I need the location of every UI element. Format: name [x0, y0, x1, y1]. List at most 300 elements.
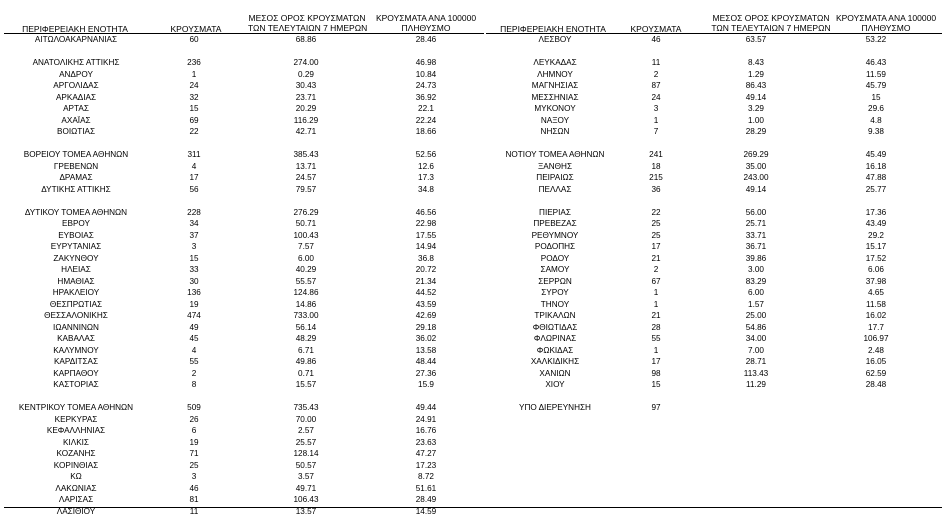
region-name-cell: ΝΑΞΟΥ	[488, 115, 622, 127]
per100k-cell: 22.24	[386, 115, 466, 127]
table-row	[0, 299, 486, 311]
avg7-cell: 33.71	[716, 230, 796, 242]
region-name-cell: ΚΟΡΙΝΘΙΑΣ	[10, 460, 142, 472]
avg7-cell: 116.29	[266, 115, 346, 127]
per100k-cell: 52.56	[386, 149, 466, 161]
per100k-cell: 28.48	[836, 379, 916, 391]
avg7-cell: 100.43	[266, 230, 346, 242]
per100k-cell: 42.69	[386, 310, 466, 322]
table-row	[486, 126, 946, 138]
per100k-cell: 15	[836, 92, 916, 104]
per100k-cell: 17.52	[836, 253, 916, 265]
table-row	[486, 195, 946, 207]
cases-cell: 19	[172, 299, 216, 311]
avg7-cell: 3.57	[266, 471, 346, 483]
table-row	[0, 287, 486, 299]
table-row	[486, 264, 946, 276]
region-name-cell: ΘΕΣΣΑΛΟΝΙΚΗΣ	[10, 310, 142, 322]
cases-cell: 1	[172, 69, 216, 81]
avg7-cell: 14.86	[266, 299, 346, 311]
cases-cell: 21	[634, 310, 678, 322]
per100k-cell: 17.3	[386, 172, 466, 184]
avg7-cell: 11.29	[716, 379, 796, 391]
table-row	[0, 402, 486, 414]
avg7-cell: 28.71	[716, 356, 796, 368]
region-name-cell: ΒΟΡΕΙΟΥ ΤΟΜΕΑ ΑΘΗΝΩΝ	[10, 149, 142, 161]
avg7-cell: 23.71	[266, 92, 346, 104]
region-name-cell: ΒΟΙΩΤΙΑΣ	[10, 126, 142, 138]
table-row	[486, 161, 946, 173]
cases-cell: 4	[172, 161, 216, 173]
region-name-cell: ΦΩΚΙΔΑΣ	[488, 345, 622, 357]
header-avg7-left-line2: ΤΩΝ ΤΕΛΕΥΤΑΙΩΝ 7 ΗΜΕΡΩΝ	[248, 23, 366, 33]
avg7-cell: 28.29	[716, 126, 796, 138]
avg7-cell: 124.86	[266, 287, 346, 299]
table-row	[486, 46, 946, 58]
cases-cell: 28	[634, 322, 678, 334]
table-row	[486, 356, 946, 368]
region-name-cell: ΑΡΚΑΔΙΑΣ	[10, 92, 142, 104]
cases-cell: 55	[172, 356, 216, 368]
per100k-cell: 45.49	[836, 149, 916, 161]
per100k-cell: 22.1	[386, 103, 466, 115]
per100k-cell: 17.36	[836, 207, 916, 219]
table-row	[0, 149, 486, 161]
cases-cell: 18	[634, 161, 678, 173]
per100k-cell: 46.43	[836, 57, 916, 69]
cases-cell: 228	[172, 207, 216, 219]
region-name-cell: ΦΘΙΩΤΙΔΑΣ	[488, 322, 622, 334]
cases-cell: 33	[172, 264, 216, 276]
cases-cell: 24	[634, 92, 678, 104]
per100k-cell: 36.8	[386, 253, 466, 265]
region-name-cell: ΧΑΛΚΙΔΙΚΗΣ	[488, 356, 622, 368]
per100k-cell: 49.44	[386, 402, 466, 414]
avg7-cell: 36.71	[716, 241, 796, 253]
avg7-cell: 40.29	[266, 264, 346, 276]
avg7-cell: 54.86	[716, 322, 796, 334]
table-row	[0, 80, 486, 92]
header-per100k-left-line1: ΚΡΟΥΣΜΑΤΑ ΑΝΑ 100000	[370, 13, 482, 23]
avg7-cell: 50.71	[266, 218, 346, 230]
cases-cell: 46	[634, 34, 678, 46]
table-row	[486, 34, 946, 46]
table-row	[0, 69, 486, 81]
region-name-cell: ΚΑΡΔΙΤΣΑΣ	[10, 356, 142, 368]
cases-cell: 3	[634, 103, 678, 115]
per100k-cell: 27.36	[386, 368, 466, 380]
avg7-cell: 3.29	[716, 103, 796, 115]
cases-cell: 6	[172, 425, 216, 437]
per100k-cell: 11.59	[836, 69, 916, 81]
cases-cell: 17	[172, 172, 216, 184]
region-name-cell: ΡΕΘΥΜΝΟΥ	[488, 230, 622, 242]
region-name-cell: ΑΡΓΟΛΙΔΑΣ	[10, 80, 142, 92]
region-name-cell: ΛΕΣΒΟΥ	[488, 34, 622, 46]
region-name-cell: ΔΥΤΙΚΟΥ ΤΟΜΕΑ ΑΘΗΝΩΝ	[10, 207, 142, 219]
cases-cell: 25	[634, 218, 678, 230]
avg7-cell: 6.00	[716, 287, 796, 299]
avg7-cell: 79.57	[266, 184, 346, 196]
table-row	[486, 218, 946, 230]
avg7-cell: 13.71	[266, 161, 346, 173]
table-row	[0, 483, 486, 495]
region-name-cell: ΑΡΤΑΣ	[10, 103, 142, 115]
per100k-cell: 48.44	[386, 356, 466, 368]
region-name-cell: ΗΡΑΚΛΕΙΟΥ	[10, 287, 142, 299]
cases-cell: 11	[172, 506, 216, 517]
per100k-cell: 4.8	[836, 115, 916, 127]
cases-cell: 56	[172, 184, 216, 196]
avg7-cell: 25.00	[716, 310, 796, 322]
right-table	[486, 34, 946, 414]
avg7-cell: 6.00	[266, 253, 346, 265]
avg7-cell: 25.57	[266, 437, 346, 449]
region-name-cell: ΑΝΑΤΟΛΙΚΗΣ ΑΤΤΙΚΗΣ	[10, 57, 142, 69]
per100k-cell: 16.18	[836, 161, 916, 173]
avg7-cell: 1.57	[716, 299, 796, 311]
table-row	[486, 276, 946, 288]
per100k-cell: 106.97	[836, 333, 916, 345]
cases-cell: 11	[634, 57, 678, 69]
cases-cell: 36	[634, 184, 678, 196]
region-name-cell: ΕΒΡΟΥ	[10, 218, 142, 230]
header-per100k-right-line1: ΚΡΟΥΣΜΑΤΑ ΑΝΑ 100000	[830, 13, 942, 23]
region-name-cell: ΤΡΙΚΑΛΩΝ	[488, 310, 622, 322]
per100k-cell: 17.23	[386, 460, 466, 472]
region-name-cell: ΚΩ	[10, 471, 142, 483]
cases-cell: 17	[634, 356, 678, 368]
header-cases-right: ΚΡΟΥΣΜΑΤΑ	[628, 24, 684, 34]
table-row	[486, 379, 946, 391]
left-table	[0, 34, 486, 517]
table-row	[486, 115, 946, 127]
table-row	[0, 379, 486, 391]
per100k-cell: 36.02	[386, 333, 466, 345]
table-row	[486, 69, 946, 81]
region-name-cell: ΑΝΔΡΟΥ	[10, 69, 142, 81]
header-avg7-right-line1: ΜΕΣΟΣ ΟΡΟΣ ΚΡΟΥΣΜΑΤΩΝ	[710, 13, 832, 23]
table-row	[0, 437, 486, 449]
avg7-cell: 1.29	[716, 69, 796, 81]
region-name-cell: ΠΙΕΡΙΑΣ	[488, 207, 622, 219]
table-row	[486, 402, 946, 414]
avg7-cell: 106.43	[266, 494, 346, 506]
avg7-cell: 385.43	[266, 149, 346, 161]
avg7-cell: 25.71	[716, 218, 796, 230]
per100k-cell: 29.6	[836, 103, 916, 115]
cases-cell: 1	[634, 345, 678, 357]
cases-cell: 87	[634, 80, 678, 92]
cases-cell: 15	[172, 103, 216, 115]
cases-cell: 241	[634, 149, 678, 161]
cases-cell: 32	[172, 92, 216, 104]
table-row	[486, 241, 946, 253]
region-name-cell: ΚΕΦΑΛΛΗΝΙΑΣ	[10, 425, 142, 437]
region-name-cell: ΚΙΛΚΙΣ	[10, 437, 142, 449]
region-name-cell: ΕΥΡΥΤΑΝΙΑΣ	[10, 241, 142, 253]
per100k-cell: 16.02	[836, 310, 916, 322]
table-row	[486, 230, 946, 242]
avg7-cell: 30.43	[266, 80, 346, 92]
per100k-cell: 15.9	[386, 379, 466, 391]
per100k-cell: 13.58	[386, 345, 466, 357]
table-row	[0, 184, 486, 196]
per100k-cell: 8.72	[386, 471, 466, 483]
avg7-cell: 49.71	[266, 483, 346, 495]
avg7-cell: 15.57	[266, 379, 346, 391]
avg7-cell: 7.00	[716, 345, 796, 357]
table-row	[0, 241, 486, 253]
cases-cell: 26	[172, 414, 216, 426]
avg7-cell: 83.29	[716, 276, 796, 288]
per100k-cell: 37.98	[836, 276, 916, 288]
region-name-cell: ΝΟΤΙΟΥ ΤΟΜΕΑ ΑΘΗΝΩΝ	[488, 149, 622, 161]
per100k-cell: 21.34	[386, 276, 466, 288]
per100k-cell: 34.8	[386, 184, 466, 196]
region-name-cell: ΚΕΝΤΡΙΚΟΥ ΤΟΜΕΑ ΑΘΗΝΩΝ	[10, 402, 142, 414]
avg7-cell: 2.57	[266, 425, 346, 437]
avg7-cell: 39.86	[716, 253, 796, 265]
table-row	[0, 115, 486, 127]
avg7-cell: 8.43	[716, 57, 796, 69]
table-row	[0, 126, 486, 138]
per100k-cell: 2.48	[836, 345, 916, 357]
avg7-cell: 13.57	[266, 506, 346, 517]
table-row	[486, 368, 946, 380]
region-name-cell: ΑΙΤΩΛΟΑΚΑΡΝΑΝΙΑΣ	[10, 34, 142, 46]
cases-cell: 25	[634, 230, 678, 242]
table-row	[0, 138, 486, 150]
avg7-cell: 42.71	[266, 126, 346, 138]
per100k-cell: 29.2	[836, 230, 916, 242]
table-row	[0, 506, 486, 517]
region-name-cell: ΗΜΑΘΙΑΣ	[10, 276, 142, 288]
per100k-cell: 28.49	[386, 494, 466, 506]
cases-cell: 69	[172, 115, 216, 127]
table-row	[0, 448, 486, 460]
region-name-cell: ΛΑΣΙΘΙΟΥ	[10, 506, 142, 517]
per100k-cell: 9.38	[836, 126, 916, 138]
table-row	[0, 276, 486, 288]
cases-cell: 45	[172, 333, 216, 345]
table-row	[0, 218, 486, 230]
cases-cell: 474	[172, 310, 216, 322]
cases-cell: 1	[634, 299, 678, 311]
cases-cell: 24	[172, 80, 216, 92]
header-avg7-right-line2: ΤΩΝ ΤΕΛΕΥΤΑΙΩΝ 7 ΗΜΕΡΩΝ	[710, 23, 832, 33]
table-row	[486, 172, 946, 184]
region-name-cell: ΗΛΕΙΑΣ	[10, 264, 142, 276]
table-row	[486, 322, 946, 334]
avg7-cell: 49.14	[716, 92, 796, 104]
per100k-cell: 29.18	[386, 322, 466, 334]
region-name-cell: ΙΩΑΝΝΙΝΩΝ	[10, 322, 142, 334]
cases-cell: 15	[172, 253, 216, 265]
cases-cell: 311	[172, 149, 216, 161]
table-row	[0, 471, 486, 483]
per100k-cell: 20.72	[386, 264, 466, 276]
per100k-cell: 23.63	[386, 437, 466, 449]
per100k-cell: 24.91	[386, 414, 466, 426]
cases-cell: 7	[634, 126, 678, 138]
avg7-cell: 24.57	[266, 172, 346, 184]
per100k-cell: 14.59	[386, 506, 466, 517]
avg7-cell: 55.57	[266, 276, 346, 288]
region-name-cell: ΔΥΤΙΚΗΣ ΑΤΤΙΚΗΣ	[10, 184, 142, 196]
per100k-cell: 4.65	[836, 287, 916, 299]
per100k-cell: 12.6	[386, 161, 466, 173]
per100k-cell: 51.61	[386, 483, 466, 495]
table-row	[486, 253, 946, 265]
avg7-cell: 86.43	[716, 80, 796, 92]
table-row	[486, 57, 946, 69]
cases-cell: 215	[634, 172, 678, 184]
table-row	[0, 230, 486, 242]
avg7-cell: 276.29	[266, 207, 346, 219]
per100k-cell: 43.49	[836, 218, 916, 230]
avg7-cell: 56.00	[716, 207, 796, 219]
cases-cell: 2	[634, 264, 678, 276]
region-name-cell: ΚΕΡΚΥΡΑΣ	[10, 414, 142, 426]
avg7-cell: 733.00	[266, 310, 346, 322]
region-name-cell: ΓΡΕΒΕΝΩΝ	[10, 161, 142, 173]
cases-cell: 49	[172, 322, 216, 334]
region-name-cell: ΧΑΝΙΩΝ	[488, 368, 622, 380]
cases-cell: 136	[172, 287, 216, 299]
table-row	[486, 391, 946, 403]
per100k-cell: 46.98	[386, 57, 466, 69]
table-row	[0, 494, 486, 506]
table-row	[0, 310, 486, 322]
avg7-cell: 49.14	[716, 184, 796, 196]
cases-cell: 46	[172, 483, 216, 495]
cases-cell: 4	[172, 345, 216, 357]
table-row	[0, 172, 486, 184]
table-row	[0, 207, 486, 219]
region-name-cell: ΤΗΝΟΥ	[488, 299, 622, 311]
cases-cell: 98	[634, 368, 678, 380]
avg7-cell: 35.00	[716, 161, 796, 173]
header-region-left: ΠΕΡΙΦΕΡΕΙΑΚΗ ΕΝΟΤΗΤΑ	[10, 24, 140, 34]
cases-cell: 37	[172, 230, 216, 242]
cases-cell: 81	[172, 494, 216, 506]
table-row	[0, 391, 486, 403]
per100k-cell: 47.88	[836, 172, 916, 184]
avg7-cell: 269.29	[716, 149, 796, 161]
per100k-cell: 53.22	[836, 34, 916, 46]
per100k-cell: 28.46	[386, 34, 466, 46]
table-row	[486, 333, 946, 345]
region-name-cell: ΡΟΔΟΥ	[488, 253, 622, 265]
region-name-cell: ΜΑΓΝΗΣΙΑΣ	[488, 80, 622, 92]
region-name-cell: ΕΥΒΟΙΑΣ	[10, 230, 142, 242]
region-name-cell: ΣΕΡΡΩΝ	[488, 276, 622, 288]
cases-cell: 236	[172, 57, 216, 69]
region-name-cell: ΚΑΡΠΑΘΟΥ	[10, 368, 142, 380]
cases-cell: 71	[172, 448, 216, 460]
table-row	[0, 264, 486, 276]
region-name-cell: ΛΑΚΩΝΙΑΣ	[10, 483, 142, 495]
avg7-cell: 0.29	[266, 69, 346, 81]
region-name-cell: ΠΕΙΡΑΙΩΣ	[488, 172, 622, 184]
cases-cell: 17	[634, 241, 678, 253]
avg7-cell: 70.00	[266, 414, 346, 426]
region-name-cell: ΠΕΛΛΑΣ	[488, 184, 622, 196]
cases-cell: 3	[172, 241, 216, 253]
avg7-cell: 7.57	[266, 241, 346, 253]
header-cases-left: ΚΡΟΥΣΜΑΤΑ	[168, 24, 224, 34]
table-row	[486, 299, 946, 311]
region-name-cell: ΚΑΛΥΜΝΟΥ	[10, 345, 142, 357]
per100k-cell: 16.76	[386, 425, 466, 437]
region-name-cell: ΔΡΑΜΑΣ	[10, 172, 142, 184]
per100k-cell: 46.56	[386, 207, 466, 219]
avg7-cell: 3.00	[716, 264, 796, 276]
cases-cell: 19	[172, 437, 216, 449]
region-name-cell: ΛΗΜΝΟΥ	[488, 69, 622, 81]
region-name-cell: ΧΙΟΥ	[488, 379, 622, 391]
avg7-cell: 20.29	[266, 103, 346, 115]
per100k-cell: 18.66	[386, 126, 466, 138]
region-name-cell: ΛΑΡΙΣΑΣ	[10, 494, 142, 506]
table-row	[0, 34, 486, 46]
cases-cell: 22	[634, 207, 678, 219]
table-row	[486, 92, 946, 104]
cases-cell: 67	[634, 276, 678, 288]
region-name-cell: ΚΟΖΑΝΗΣ	[10, 448, 142, 460]
cases-cell: 509	[172, 402, 216, 414]
per100k-cell: 16.05	[836, 356, 916, 368]
table-row	[486, 184, 946, 196]
per100k-cell: 62.59	[836, 368, 916, 380]
per100k-cell: 43.59	[386, 299, 466, 311]
region-name-cell: ΣΑΜΟΥ	[488, 264, 622, 276]
table-row	[0, 161, 486, 173]
avg7-cell: 34.00	[716, 333, 796, 345]
region-name-cell: ΦΛΩΡΙΝΑΣ	[488, 333, 622, 345]
table-row	[0, 103, 486, 115]
avg7-cell: 243.00	[716, 172, 796, 184]
per100k-cell: 14.94	[386, 241, 466, 253]
header-per100k-left-line2: ΠΛΗΘΥΣΜΟ	[370, 23, 482, 33]
cases-cell: 60	[172, 34, 216, 46]
table-row	[0, 425, 486, 437]
region-name-cell: ΠΡΕΒΕΖΑΣ	[488, 218, 622, 230]
table-row	[486, 103, 946, 115]
table-row	[486, 149, 946, 161]
table-row	[0, 460, 486, 472]
table-row	[0, 333, 486, 345]
cases-cell: 25	[172, 460, 216, 472]
region-name-cell: ΞΑΝΘΗΣ	[488, 161, 622, 173]
avg7-cell: 50.57	[266, 460, 346, 472]
region-name-cell: ΖΑΚΥΝΘΟΥ	[10, 253, 142, 265]
per100k-cell: 47.27	[386, 448, 466, 460]
header-avg7-left-line1: ΜΕΣΟΣ ΟΡΟΣ ΚΡΟΥΣΜΑΤΩΝ	[248, 13, 366, 23]
table-row	[0, 345, 486, 357]
per100k-cell: 36.92	[386, 92, 466, 104]
per100k-cell: 6.06	[836, 264, 916, 276]
per100k-cell: 24.73	[386, 80, 466, 92]
table-row	[486, 345, 946, 357]
cases-cell: 55	[634, 333, 678, 345]
avg7-cell: 735.43	[266, 402, 346, 414]
cases-cell: 97	[634, 402, 678, 414]
per100k-cell: 25.77	[836, 184, 916, 196]
table-row	[486, 138, 946, 150]
avg7-cell: 6.71	[266, 345, 346, 357]
